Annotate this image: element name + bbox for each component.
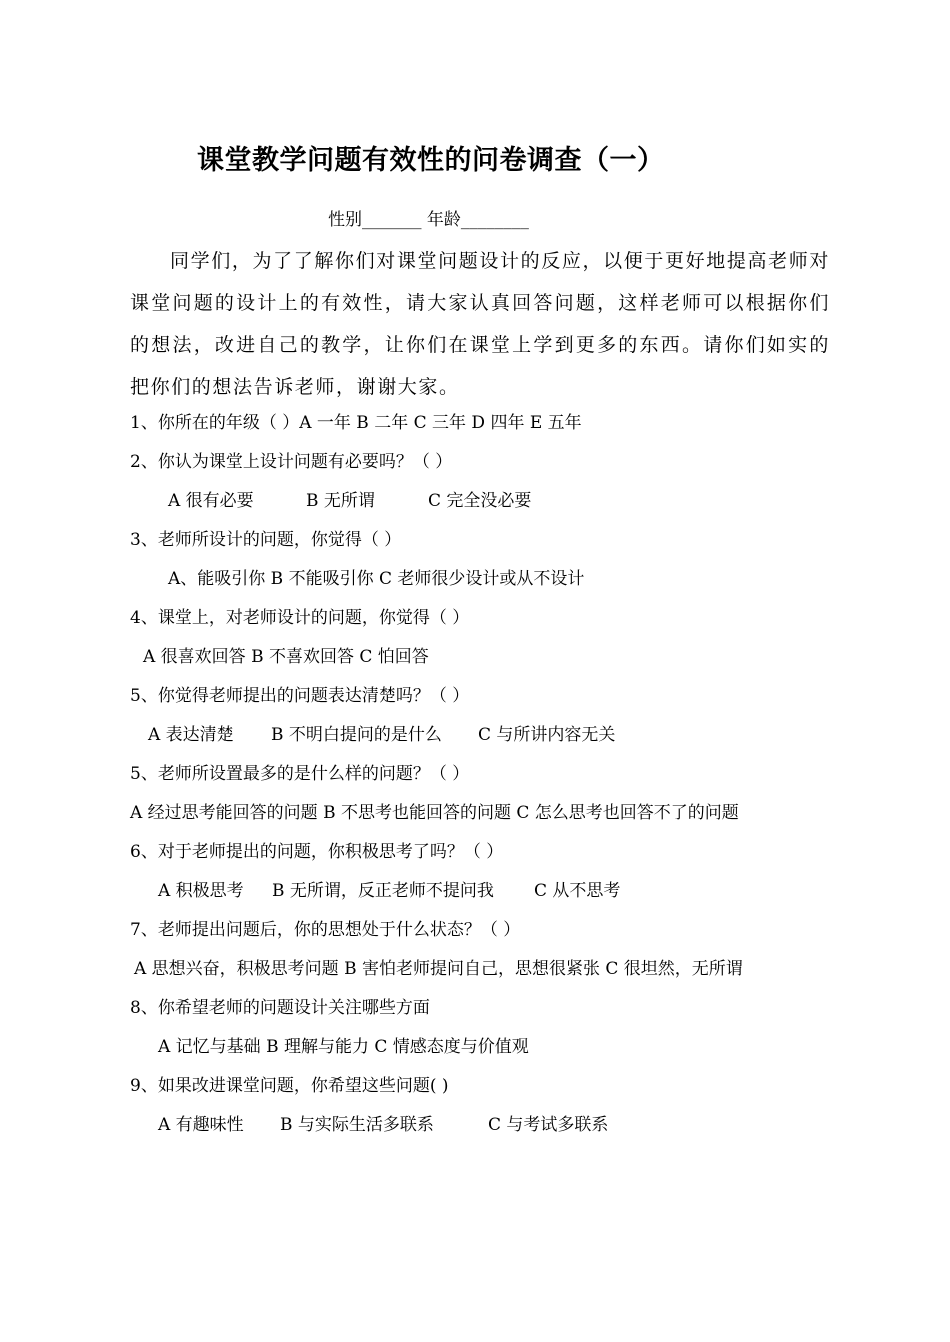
option-c: C 与所讲内容无关 — [478, 725, 616, 745]
question-3: 3、老师所设计的问题，你觉得（ ） — [130, 530, 402, 550]
question-7: 7、老师提出问题后，你的思想处于什么状态？（ ） — [130, 920, 521, 940]
gender-age-fields: 性别_______ 年龄________ — [328, 210, 529, 230]
question-5b: 5、老师所设置最多的是什么样的问题？（ ） — [130, 764, 470, 784]
question-7-options: A 思想兴奋，积极思考问题 B 害怕老师提问自己，思想很紧张 C 很坦然，无所谓 — [134, 959, 743, 979]
question-3-options: A、能吸引你 B 不能吸引你 C 老师很少设计或从不设计 — [168, 569, 585, 589]
option-b: B 无所谓，反正老师不提问我 — [272, 881, 494, 901]
option-c: C 完全没必要 — [428, 491, 532, 511]
question-9-options — [158, 1113, 608, 1137]
question-5-options — [148, 723, 615, 747]
question-5b-options: A 经过思考能回答的问题 B 不思考也能回答的问题 C 怎么思考也回答不了的问题 — [130, 803, 739, 823]
question-6-options — [158, 879, 620, 903]
question-5: 5、你觉得老师提出的问题表达清楚吗？（ ） — [130, 686, 470, 706]
question-2-options — [168, 489, 531, 513]
question-8: 8、你希望老师的问题设计关注哪些方面 — [130, 998, 430, 1018]
option-b: B 与实际生活多联系 — [280, 1115, 434, 1135]
page-title: 课堂教学问题有效性的问卷调查（一） — [197, 145, 665, 176]
option-c: C 从不思考 — [534, 881, 621, 901]
option-a: A 很有必要 — [168, 491, 254, 511]
option-a: A 积极思考 — [158, 881, 244, 901]
question-1: 1、你所在的年级（ ）A 一年 B 二年 C 三年 D 四年 E 五年 — [130, 413, 582, 433]
option-a: A 表达清楚 — [148, 725, 234, 745]
question-4-options: A 很喜欢回答 B 不喜欢回答 C 怕回答 — [143, 647, 429, 667]
question-4: 4、课堂上，对老师设计的问题，你觉得（ ） — [130, 608, 470, 628]
option-c: C 与考试多联系 — [488, 1115, 609, 1135]
option-b: B 无所谓 — [306, 491, 375, 511]
intro-paragraph — [130, 240, 830, 408]
question-2: 2、你认为课堂上设计问题有必要吗？（ ） — [130, 452, 453, 472]
question-9: 9、如果改进课堂问题，你希望这些问题( ) — [130, 1076, 449, 1096]
option-b: B 不明白提问的是什么 — [271, 725, 442, 745]
intro-text: 同学们，为了了解你们对课堂问题设计的反应，以便于更好地提高老师对课堂问题的设计上的有效性，请大家认真回答问题，这样老师可以根据你们的想法，改进自己的教学，让你们在课堂上学到更多的东西。请你们如实的把你们的想法告诉老师，谢谢大家。 — [130, 250, 830, 398]
question-8-options: A 记忆与基础 B 理解与能力 C 情感态度与价值观 — [158, 1037, 529, 1057]
option-a: A 有趣味性 — [158, 1115, 244, 1135]
question-6: 6、对于老师提出的问题，你积极思考了吗？（ ） — [130, 842, 504, 862]
